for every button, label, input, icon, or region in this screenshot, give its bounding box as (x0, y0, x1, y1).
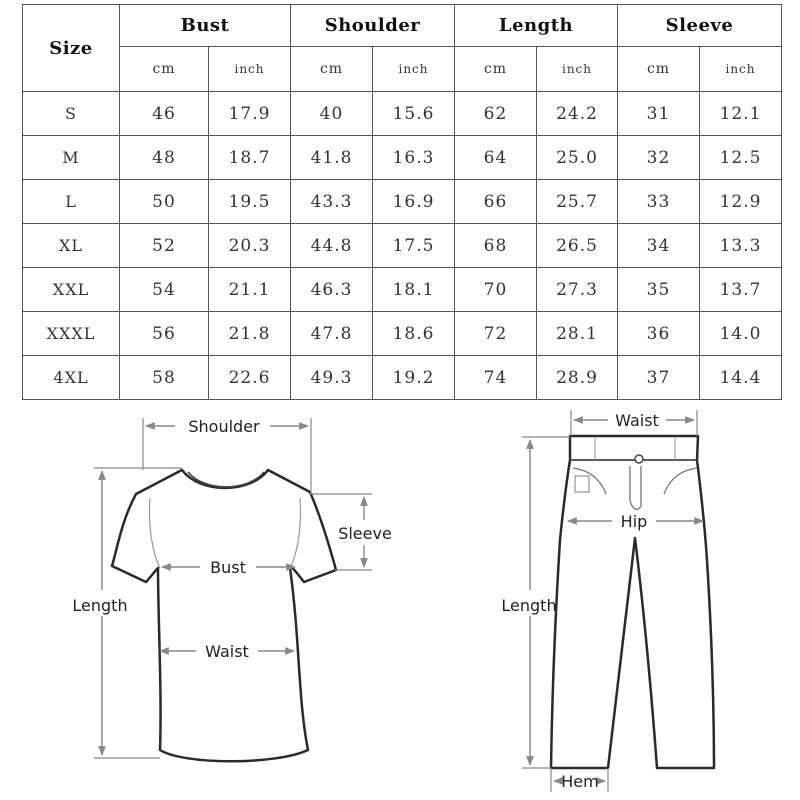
sleeve-in-cell: 13.3 (700, 224, 782, 268)
length-cm-cell: 72 (455, 312, 537, 356)
shoulder-cm-cell: 43.3 (291, 180, 373, 224)
pants-waist-label: Waist (615, 411, 659, 430)
length-cm-cell: 70 (455, 268, 537, 312)
pants-hem-label: Hem (561, 772, 599, 791)
sleeve-cm-cell: 33 (618, 180, 700, 224)
bust-in-cell: 19.5 (209, 180, 291, 224)
shoulder-in-cell: 19.2 (373, 356, 455, 400)
size-header: Size (23, 5, 120, 92)
bust-header: Bust (120, 5, 291, 47)
sleeve-in-cell: 14.0 (700, 312, 782, 356)
size-cell: S (23, 92, 120, 136)
sleeve-cm-cell: 32 (618, 136, 700, 180)
length-cm-cell: 68 (455, 224, 537, 268)
unit-cm: cm (618, 47, 700, 92)
bust-in-cell: 18.7 (209, 136, 291, 180)
pants-hip-label: Hip (620, 512, 648, 531)
pants-diagram (501, 410, 714, 792)
size-cell: XL (23, 224, 120, 268)
unit-inch: inch (700, 47, 782, 92)
pants-button (635, 455, 643, 463)
length-in-cell: 26.5 (537, 224, 618, 268)
pants-length-label: Length (501, 596, 557, 615)
shoulder-in-cell: 15.6 (373, 92, 455, 136)
sleeve-cm-cell: 31 (618, 92, 700, 136)
unit-cm: cm (120, 47, 209, 92)
length-in-cell: 25.0 (537, 136, 618, 180)
shirt-shoulder-label: Shoulder (188, 417, 260, 436)
shoulder-in-cell: 16.3 (373, 136, 455, 180)
size-cell: M (23, 136, 120, 180)
shirt-sleeve-label: Sleeve (338, 524, 392, 543)
unit-cm: cm (455, 47, 537, 92)
bust-cm-cell: 46 (120, 92, 209, 136)
unit-inch: inch (537, 47, 618, 92)
bust-in-cell: 17.9 (209, 92, 291, 136)
unit-inch: inch (373, 47, 455, 92)
shoulder-in-cell: 18.6 (373, 312, 455, 356)
shoulder-cm-cell: 41.8 (291, 136, 373, 180)
length-in-cell: 28.9 (537, 356, 618, 400)
bust-cm-cell: 58 (120, 356, 209, 400)
bust-in-cell: 21.1 (209, 268, 291, 312)
tshirt-outline (112, 470, 336, 761)
shoulder-in-cell: 16.9 (373, 180, 455, 224)
size-cell: 4XL (23, 356, 120, 400)
shoulder-cm-cell: 44.8 (291, 224, 373, 268)
bust-in-cell: 22.6 (209, 356, 291, 400)
length-cm-cell: 62 (455, 92, 537, 136)
sleeve-cm-cell: 34 (618, 224, 700, 268)
bust-in-cell: 20.3 (209, 224, 291, 268)
shoulder-cm-cell: 46.3 (291, 268, 373, 312)
shoulder-header: Shoulder (291, 5, 455, 47)
sleeve-in-cell: 12.9 (700, 180, 782, 224)
length-header: Length (455, 5, 618, 47)
sleeve-cm-cell: 37 (618, 356, 700, 400)
size-cell: XXXL (23, 312, 120, 356)
bust-cm-cell: 48 (120, 136, 209, 180)
shoulder-cm-cell: 47.8 (291, 312, 373, 356)
unit-inch: inch (209, 47, 291, 92)
bust-cm-cell: 50 (120, 180, 209, 224)
length-cm-cell: 66 (455, 180, 537, 224)
length-in-cell: 25.7 (537, 180, 618, 224)
bust-cm-cell: 52 (120, 224, 209, 268)
sleeve-in-cell: 13.7 (700, 268, 782, 312)
length-in-cell: 24.2 (537, 92, 618, 136)
length-cm-cell: 64 (455, 136, 537, 180)
sleeve-header: Sleeve (618, 5, 782, 47)
shirt-bust-label: Bust (210, 558, 246, 577)
shoulder-in-cell: 17.5 (373, 224, 455, 268)
shoulder-cm-cell: 40 (291, 92, 373, 136)
size-cell: XXL (23, 268, 120, 312)
length-in-cell: 28.1 (537, 312, 618, 356)
sleeve-cm-cell: 36 (618, 312, 700, 356)
tshirt-diagram (72, 417, 391, 761)
length-cm-cell: 74 (455, 356, 537, 400)
shirt-waist-label: Waist (205, 642, 249, 661)
shoulder-in-cell: 18.1 (373, 268, 455, 312)
sleeve-in-cell: 12.1 (700, 92, 782, 136)
sleeve-in-cell: 14.4 (700, 356, 782, 400)
shoulder-cm-cell: 49.3 (291, 356, 373, 400)
length-in-cell: 27.3 (537, 268, 618, 312)
sleeve-in-cell: 12.5 (700, 136, 782, 180)
bust-cm-cell: 56 (120, 312, 209, 356)
size-cell: L (23, 180, 120, 224)
shirt-length-label: Length (72, 596, 128, 615)
sleeve-cm-cell: 35 (618, 268, 700, 312)
bust-cm-cell: 54 (120, 268, 209, 312)
unit-cm: cm (291, 47, 373, 92)
bust-in-cell: 21.8 (209, 312, 291, 356)
